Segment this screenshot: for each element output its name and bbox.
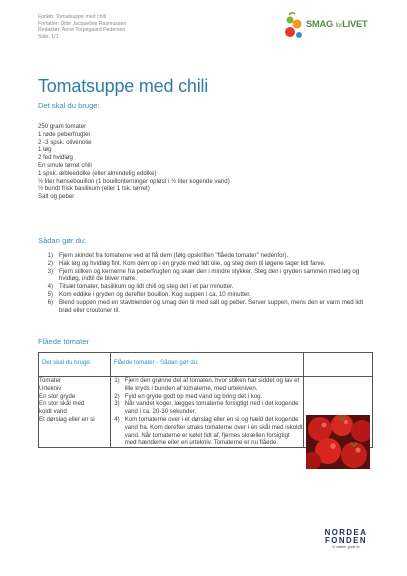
image-cell (304, 377, 373, 448)
meta-course: Forløb: Tomatsuppe med chili (38, 14, 106, 20)
ingredient-item: ½ bundt frisk basilikum (eller 1 tsk. tørret) (38, 185, 150, 193)
document-header-meta (38, 14, 126, 40)
method-step: 4) Tilsæt tomater, basilikum og lidt chili og steg det i et par minutter. (47, 283, 234, 291)
peeling-steps-cell (110, 377, 303, 448)
peeling-step: 3) Når vandet koger, lægges tomaterne forsigtigt ned i det kogende vand i ca. 20-30 sekunder. (114, 400, 299, 416)
meta-author: Forfatter: Ditte Jacqueline Rasmussen (38, 20, 127, 27)
page-title: Tomatsuppe med chili (38, 76, 209, 96)
ingredient-item: ½ liter hønsebouillon (1 bouillonterninger opløst i ½ liter kogende vand) (38, 177, 230, 185)
ingredients-heading: Det skal du bruge: (38, 101, 100, 110)
ingredient-item: 2 fed hvidløg (38, 154, 73, 162)
peeling-step: 2) Fyld en gryde godt op med vand og bring det i kog. (114, 392, 263, 400)
nordea-fonden-logo (316, 528, 376, 549)
steps-column-header: Flåede tomater - Sådan gør du: (110, 353, 303, 377)
table-header-row (39, 353, 373, 377)
logo-wordmark: SMAG forLIVET (306, 19, 368, 29)
tool-item: Tomater (39, 377, 62, 384)
peeling-step: 1) Fjern den grønne del af tomaten, hvor stilken har siddet og lav et lille kryds i bunden af tomaterne, med urtekniven. (114, 377, 300, 392)
meta-editor: Redaktør: Anne Torpegaard Pedersen (38, 27, 126, 34)
ingredient-item: 1 røde peberfrugter (38, 130, 91, 138)
logo-line-2: FONDEN (325, 536, 367, 545)
method-step: 2) Hak løg og hvidløg fint. Kom dem op i en gryde med lidt olie, og steg dem til løgene tager lidt farve. (47, 259, 326, 267)
peeled-tomatoes-heading: Flåede tomater (38, 337, 90, 346)
tool-item: Urtekniv (39, 384, 62, 392)
tomatoes-photo (306, 415, 370, 469)
image-column-header (304, 353, 373, 377)
tools-cell (39, 377, 111, 448)
peeling-step: 4) Kom tomaterne over i et dørslag eller en si og hæld det kogende vand fra. Kom derefter straks tomaterne over i en skål med iskoldt vand. Når tomaterne er kølet lidt af, fjernes skrællen forsigtigt med hænderne eller en urtekniv. Tomaterne er nu flåede. (114, 415, 303, 447)
method-heading: Sådan gør du: (38, 236, 87, 245)
logo-tagline: Vi støtter gode liv (332, 545, 360, 549)
tool-item: Et dørslag eller en si (39, 415, 95, 423)
tool-item: En stor gryde (39, 392, 76, 400)
smag-for-livet-logo (282, 10, 372, 46)
fruit-icon (282, 10, 308, 44)
method-step: 6) Blend suppen med en stavblender og smag den til med salt og peber. Server suppen, mens den er varm med lidt brød eller croutoner til. (47, 298, 364, 314)
ingredient-item: Salt og peber (38, 193, 75, 201)
table-row (39, 377, 373, 448)
ingredient-item: 1 løg (38, 146, 52, 154)
ingredient-item: En smule tørret chili (38, 161, 92, 169)
method-steps (38, 252, 376, 314)
ingredient-item: 2 -3 spsk. olivenolie (38, 138, 92, 146)
ingredients-list (38, 123, 230, 201)
peeled-tomatoes-table (38, 352, 373, 448)
method-step: 3) Fjern stilken og kernerne fra peberfrugten og skær den i mindre stykker. Steg den i gryden sammen med løg og hvidløg, indtil de bliver møre. (47, 267, 360, 283)
method-step: 5) Kom eddike i gryden og derefter bouillon. Kog suppen i ca. 10 minutter. (47, 290, 251, 298)
ingredient-item: 250 gram tomater (38, 123, 87, 130)
ingredient-item: 1 spsk. æbleeddike (eller almindelig eddike) (38, 169, 157, 177)
logo-line-1: NORDEA (324, 528, 368, 537)
method-step: 1) Fjern skindet fra tomaterne ved at flå dem (følg opskriften "flåede tomater" nedenfor). (47, 252, 289, 259)
tool-item: En stor skål med (39, 400, 85, 408)
tools-column-header: Det skal du bruge: (39, 353, 111, 377)
meta-page: Side: 1/1 (38, 33, 59, 40)
tool-item: koldt vand (39, 408, 67, 416)
